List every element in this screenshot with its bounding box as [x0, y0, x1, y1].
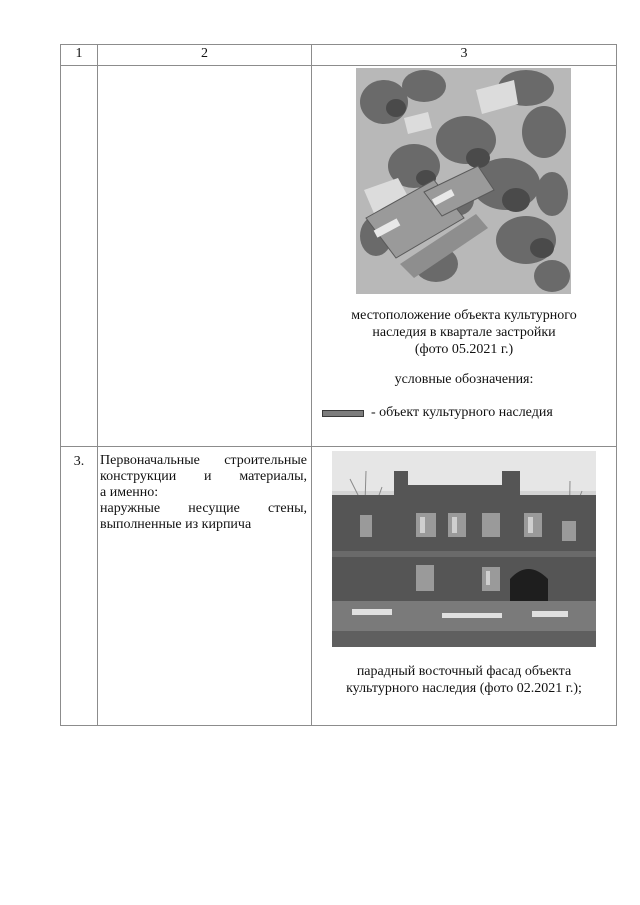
- description-line: Первоначальные строительные: [100, 453, 307, 468]
- column-header-2: 2: [98, 45, 312, 66]
- description-line: наружные несущие стены,: [100, 501, 307, 516]
- caption-line: местоположение объекта культурного: [351, 308, 577, 323]
- aerial-map-photo-icon: [356, 68, 571, 294]
- legend-item: [322, 405, 553, 421]
- heritage-boundary-line-icon: [322, 410, 364, 417]
- description-line: а именно:: [100, 485, 159, 500]
- caption-line: (фото 05.2021 г.): [414, 342, 514, 357]
- row-number-cell: [61, 66, 98, 447]
- aerial-photo-caption: [322, 307, 606, 358]
- row-description-cell: [98, 66, 312, 447]
- row-number-cell: 3.: [61, 447, 98, 726]
- column-header-3: 3: [312, 45, 617, 66]
- description-line: выполненные из кирпича: [100, 517, 252, 532]
- table-header-row: [61, 45, 617, 66]
- caption-line: культурного наследия (фото 02.2021 г.);: [346, 681, 582, 696]
- legend-title: условные обозначения:: [394, 372, 534, 387]
- row-media-cell: [312, 447, 617, 726]
- building-facade-photo-icon: [332, 451, 596, 647]
- row-media-cell: [312, 66, 617, 447]
- heritage-object-table: [60, 44, 617, 726]
- caption-line: наследия в квартале застройки: [372, 325, 556, 340]
- facade-photo-caption: [322, 663, 606, 697]
- description-line: конструкции и материалы,: [100, 469, 307, 484]
- table-row: [61, 66, 617, 447]
- row-description-cell: [98, 447, 312, 726]
- caption-line: парадный восточный фасад объекта: [356, 664, 572, 679]
- table-row: [61, 447, 617, 726]
- legend-item-label: - объект культурного наследия: [371, 405, 553, 421]
- column-header-1: 1: [61, 45, 98, 66]
